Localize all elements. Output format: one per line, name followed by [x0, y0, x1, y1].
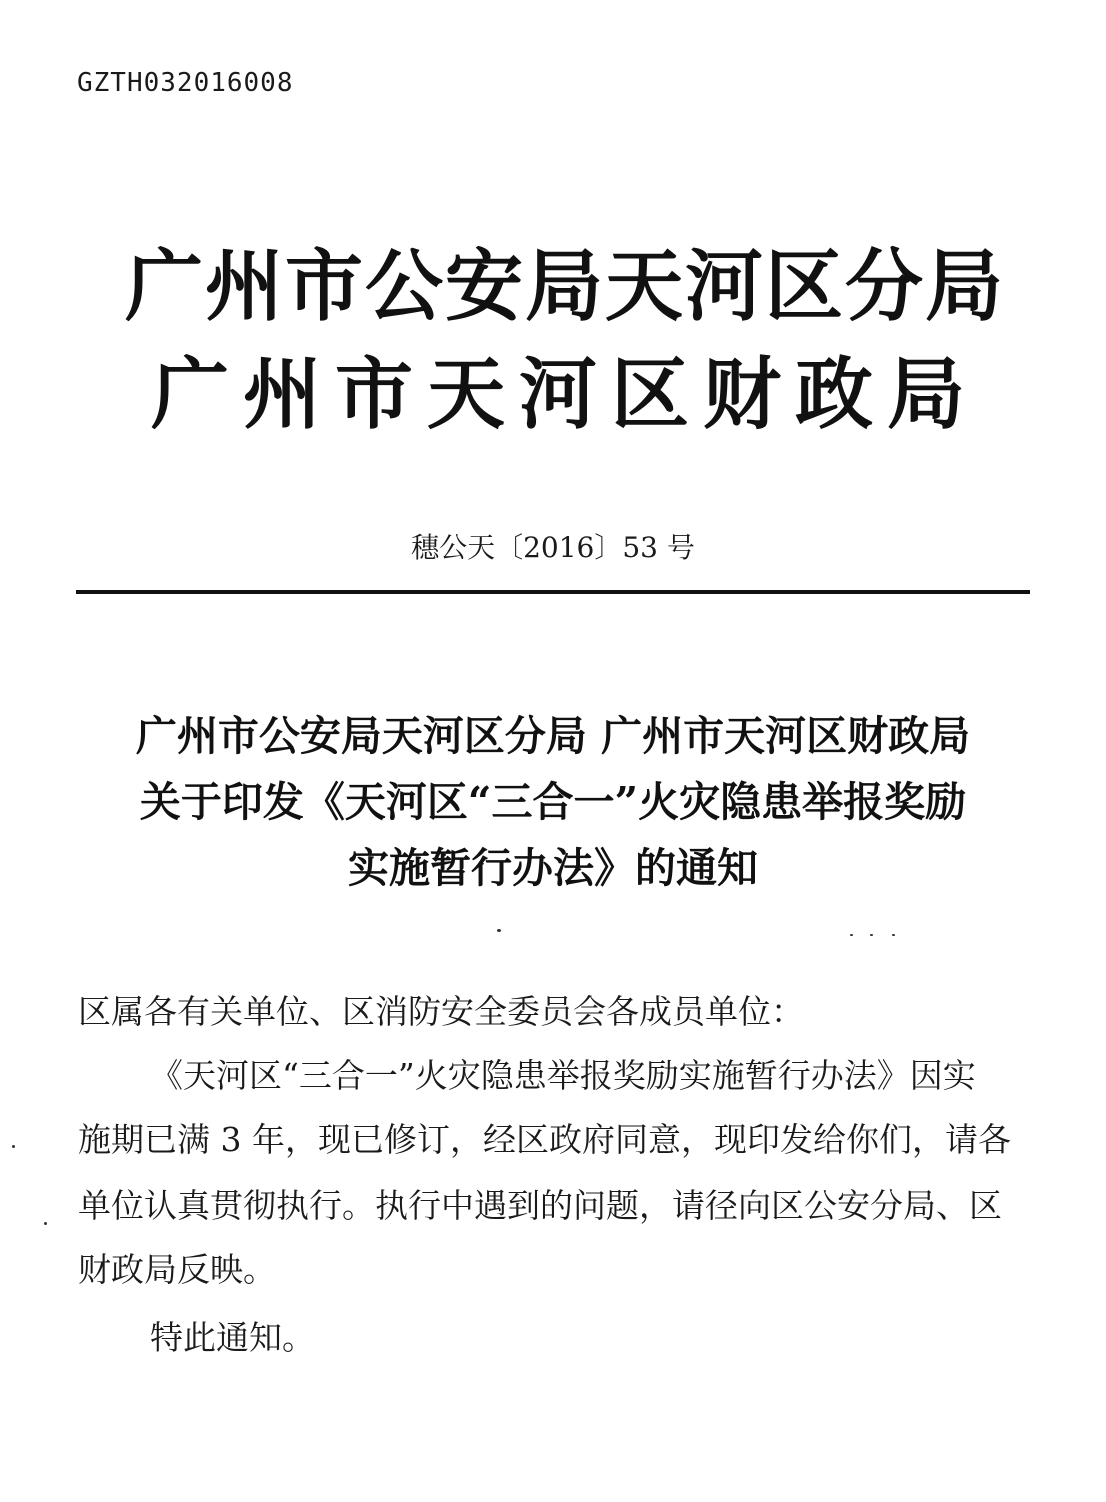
- addressee: 区属各有关单位、区消防安全委员会各成员单位：: [78, 992, 804, 1031]
- document-code: GZTH032016008: [77, 68, 294, 98]
- notice-title-line-1: 广州市公安局天河区分局 广州市天河区财政局: [135, 712, 971, 760]
- scan-speck: [44, 1222, 47, 1225]
- issuer-name-finance: 广州市天河区财政局: [150, 349, 979, 440]
- paragraph-line-3: 单位认真贯彻执行。执行中遇到的问题，请径向区公安分局、区: [78, 1186, 1002, 1225]
- closing-text: 特此通知。: [150, 1318, 315, 1357]
- notice-title-line-2: 关于印发《天河区“三合一”火灾隐患举报奖励: [139, 778, 967, 826]
- notice-title-line-3: 实施暂行办法》的通知: [348, 844, 758, 892]
- document-number: 穗公天〔2016〕53 号: [411, 531, 695, 564]
- scan-speck: [12, 1145, 15, 1148]
- paragraph-line-2: 施期已满 3 年，现已修订，经区政府同意，现印发给你们，请各: [78, 1120, 1011, 1159]
- issuer-name-police: 广州市公安局天河区分局: [124, 241, 1005, 332]
- scan-speck: [892, 934, 895, 936]
- scan-speck: [870, 934, 873, 936]
- paragraph-line-1: 《天河区“三合一”火灾隐患举报奖励实施暂行办法》因实: [150, 1056, 976, 1095]
- scan-speck: [850, 934, 853, 936]
- scan-speck: [497, 929, 501, 932]
- paragraph-line-4: 财政局反映。: [78, 1250, 276, 1289]
- header-divider: [76, 590, 1030, 594]
